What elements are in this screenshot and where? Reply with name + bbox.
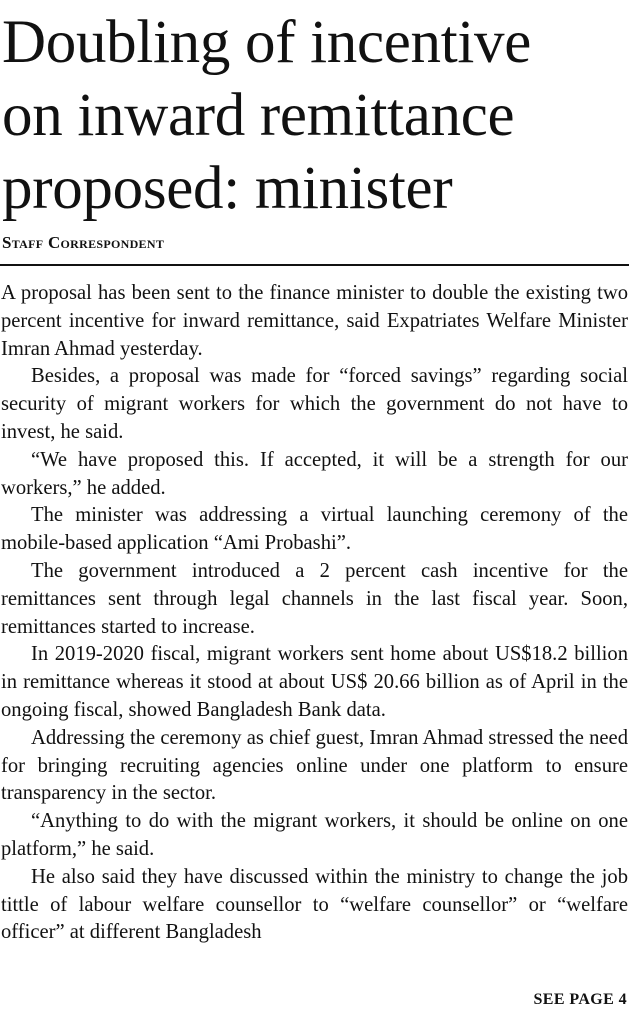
paragraph-6: In 2019-2020 fiscal, migrant workers sent home about US$18.2 billion in remittance whereas it stood at about US$ 20.66 billion as of April in the ongoing fiscal, showed Bangladesh Bank data. — [1, 643, 628, 721]
article-body — [1, 280, 628, 947]
paragraph-7: Addressing the ceremony as chief guest, Imran Ahmad stressed the need for bringing recruiting agencies online under one platform to ensure transparency in the sector. — [1, 726, 628, 805]
headline — [2, 6, 629, 225]
paragraph-4: The minister was addressing a virtual launching ceremony of the mobile-based application “Ami Probashi”. — [1, 504, 628, 555]
headline-line-2: on inward remittance — [2, 82, 515, 149]
headline-divider — [0, 264, 629, 266]
paragraph-1: A proposal has been sent to the finance minister to double the existing two percent incentive for inward remittance, said Expatriates Welfare Minister Imran Ahmad yesterday. — [1, 282, 628, 360]
paragraph-2: Besides, a proposal was made for “forced savings” regarding social security of migrant workers for which the government do not have to invest, he said. — [1, 365, 628, 443]
byline: Staff Correspondent — [2, 233, 165, 252]
paragraph-5: The government introduced a 2 percent cash incentive for the remittances sent through legal channels in the last fiscal year. Soon, remittances started to increase. — [1, 559, 628, 638]
paragraph-9: He also said they have discussed within the ministry to change the job tittle of labour welfare counsellor to “welfare counsellor” or “welfare officer” at different Bangladesh — [1, 865, 628, 944]
headline-line-1: Doubling of incentive — [2, 9, 532, 76]
continuation-link[interactable]: SEE PAGE 4 — [533, 991, 627, 1008]
headline-line-3: proposed: minister — [2, 155, 453, 222]
paragraph-3: “We have proposed this. If accepted, it will be a strength for our workers,” he added. — [1, 448, 628, 499]
paragraph-8: “Anything to do with the migrant workers, it should be online on one platform,” he said. — [1, 810, 628, 860]
